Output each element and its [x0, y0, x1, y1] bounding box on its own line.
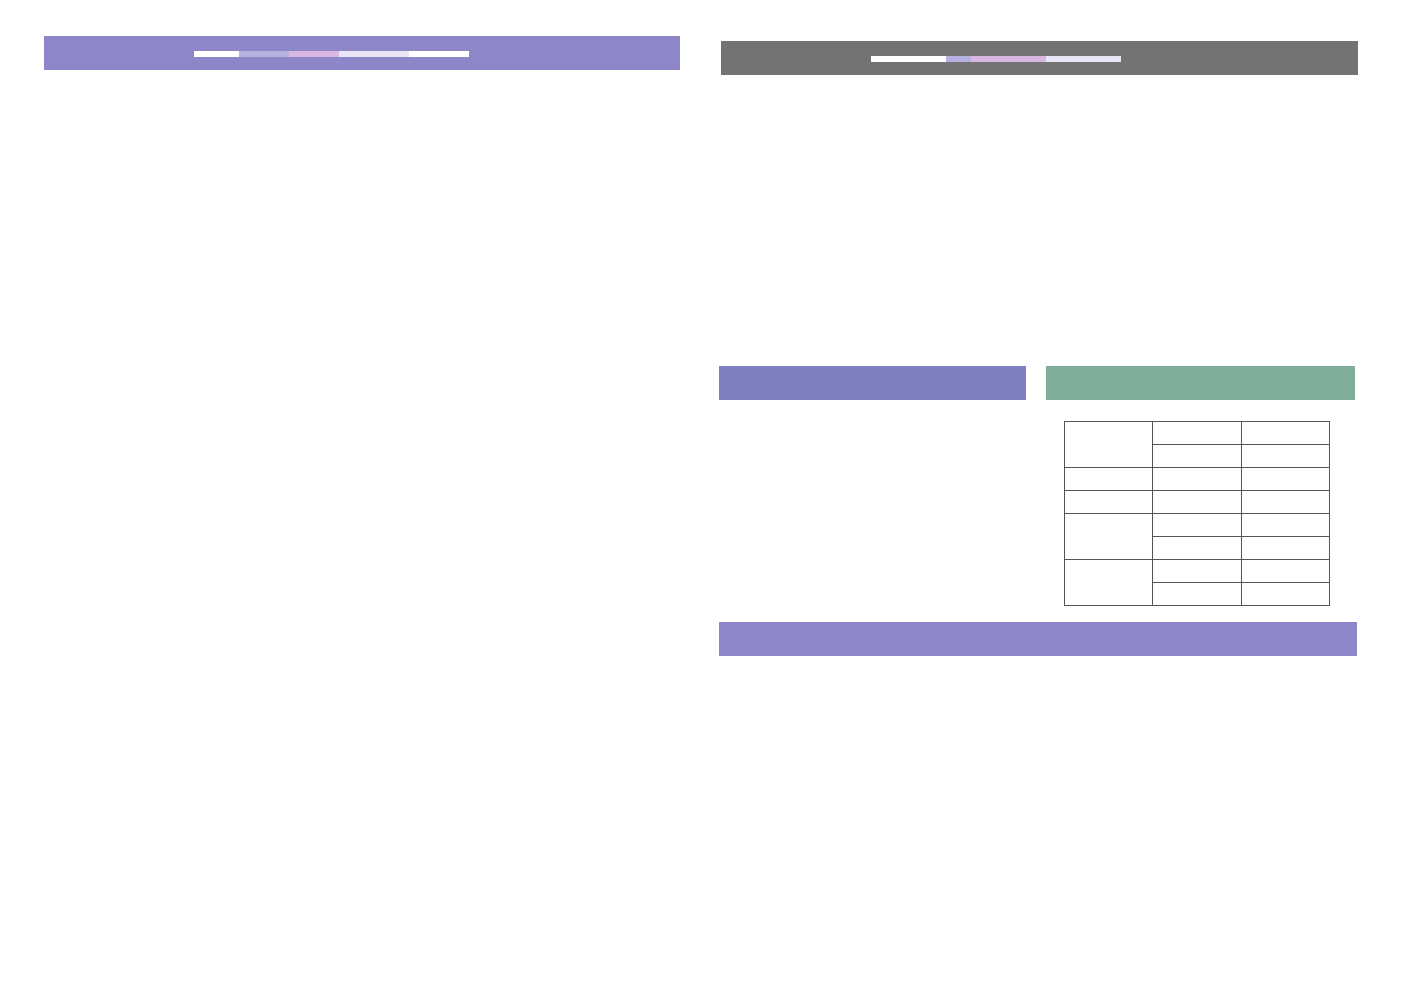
cell-second-prayer [1153, 445, 1241, 468]
cell-sunday [1065, 422, 1153, 468]
cell-guide-march [1153, 537, 1241, 560]
cell-month [1065, 491, 1153, 514]
morning-header [44, 36, 680, 70]
cell-count-march [1153, 583, 1241, 606]
cell-wed-name [1241, 468, 1329, 491]
header-decoration [194, 51, 469, 57]
committee-header [1046, 366, 1355, 400]
afternoon-header [721, 41, 1358, 75]
committee-table [1064, 421, 1330, 606]
cell-count-april [1241, 583, 1329, 606]
offering-header [719, 622, 1357, 656]
cell-first-name [1241, 422, 1329, 445]
cell-april [1241, 491, 1329, 514]
cell-march [1153, 491, 1241, 514]
cell-count [1065, 560, 1153, 606]
cell-first-prayer [1153, 422, 1241, 445]
cell-guide-march [1153, 514, 1241, 537]
wednesday-header [719, 366, 1026, 400]
cell-guide-april [1241, 537, 1329, 560]
cell-wed-prayer [1153, 468, 1241, 491]
cell-guide-april [1241, 514, 1329, 537]
cell-count-april [1241, 560, 1329, 583]
cell-wed [1065, 468, 1153, 491]
header-decoration [871, 56, 1121, 62]
cell-guide [1065, 514, 1153, 560]
cell-count-march [1153, 560, 1241, 583]
cell-second-name [1241, 445, 1329, 468]
